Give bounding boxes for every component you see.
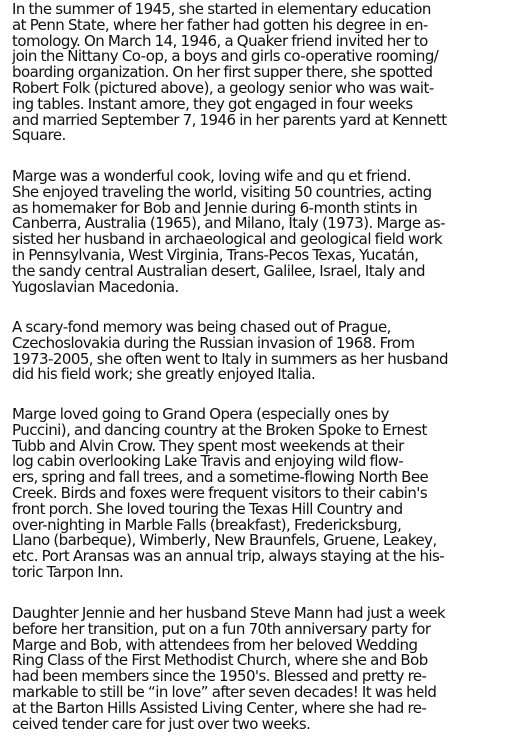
text-line: She enjoyed traveling the world, visiting 50 countries, acting	[12, 184, 432, 201]
text-line: boarding organization. On her first supper there, she spotted	[12, 65, 433, 81]
text-line: etc. Port Aransas was an annual trip, always staying at the his-	[12, 549, 445, 565]
paragraph-courtship	[12, 2, 498, 144]
paragraph-hobbies	[12, 407, 498, 581]
text-line: join the Nittany Co-op, a boys and girls co-operative rooming/	[12, 49, 439, 66]
text-line: front porch. She loved touring the Texas Hill Country and	[12, 501, 403, 518]
text-line: ceived tender care for just over two weeks.	[12, 716, 311, 733]
text-line: had been members since the 1950's. Blessed and pretty re-	[12, 669, 427, 685]
text-line: the sandy central Australian desert, Galilee, Israel, Italy and	[12, 263, 425, 280]
text-line: tomology. On March 14, 1946, a Quaker friend invited her to	[12, 33, 428, 50]
text-line: Tubb and Alvin Crow. They spent most weekends at their	[12, 438, 404, 455]
paragraph-anniversary	[12, 606, 498, 732]
text-line: Marge and Bob, with attendees from her beloved Wedding	[12, 637, 418, 654]
paragraph-prague	[12, 320, 498, 383]
text-line: Daughter Jennie and her husband Steve Mann had just a week	[12, 606, 446, 622]
text-line: at Penn State, where her father had gotten his degree in en-	[12, 17, 428, 34]
text-line: In the summer of 1945, she started in elementary education	[12, 2, 431, 18]
text-line: before her transition, put on a fun 70th anniversary party for	[12, 621, 431, 638]
text-line: Yugoslavian Macedonia.	[12, 279, 179, 296]
text-line: at the Barton Hills Assisted Living Center, where she had re-	[12, 700, 427, 717]
text-line: in Pennsylvania, West Virginia, Trans-Pecos Texas, Yucatán,	[12, 247, 419, 264]
text-line: Puccini), and dancing country at the Broken Spoke to Ernest	[12, 422, 427, 439]
text-line: Square.	[12, 128, 66, 145]
text-line: sisted her husband in archaeological and geological field work	[12, 232, 443, 248]
text-line: Marge was a wonderful cook, loving wife and qu et friend.	[12, 169, 411, 185]
text-line: toric Tarpon Inn.	[12, 564, 124, 581]
text-line: as homemaker for Bob and Jennie during 6-month stints in	[12, 200, 418, 217]
text-line: Ring Class of the First Methodist Church, where she and Bob	[12, 653, 428, 670]
text-line: and married September 7, 1946 in her parents yard at Kennett	[12, 112, 447, 129]
text-line: over-nighting in Marble Falls (breakfast), Fredericksburg,	[12, 517, 402, 534]
text-line: markable to still be “in love” after seven decades! It was held	[12, 684, 437, 701]
text-line: Marge loved going to Grand Opera (especially ones by	[12, 407, 389, 423]
text-line: Creek. Birds and foxes were frequent visitors to their cabin's	[12, 485, 428, 502]
text-line: did his field work; she greatly enjoyed Italia.	[12, 367, 316, 384]
text-line: A scary-fond memory was being chased out of Prague,	[12, 320, 391, 336]
text-line: ers, spring and fall trees, and a sometime-flowing North Bee	[12, 470, 429, 486]
text-line: Canberra, Australia (1965), and Milano, Italy (1973). Marge as-	[12, 216, 445, 233]
text-line: log cabin overlooking Lake Travis and enjoying wild flow-	[12, 454, 404, 471]
paragraph-travels	[12, 169, 498, 295]
text-line: Llano (barbeque), Wimberly, New Braunfels, Gruene, Leakey,	[12, 533, 437, 550]
text-line: 1973-2005, she often went to Italy in summers as her husband	[12, 351, 448, 368]
text-line: Czechoslovakia during the Russian invasion of 1968. From	[12, 335, 415, 352]
text-line: Robert Folk (pictured above), a geology senior who was wait-	[12, 80, 434, 97]
text-line: ing tables. Instant amore, they got engaged in four weeks	[12, 96, 413, 113]
